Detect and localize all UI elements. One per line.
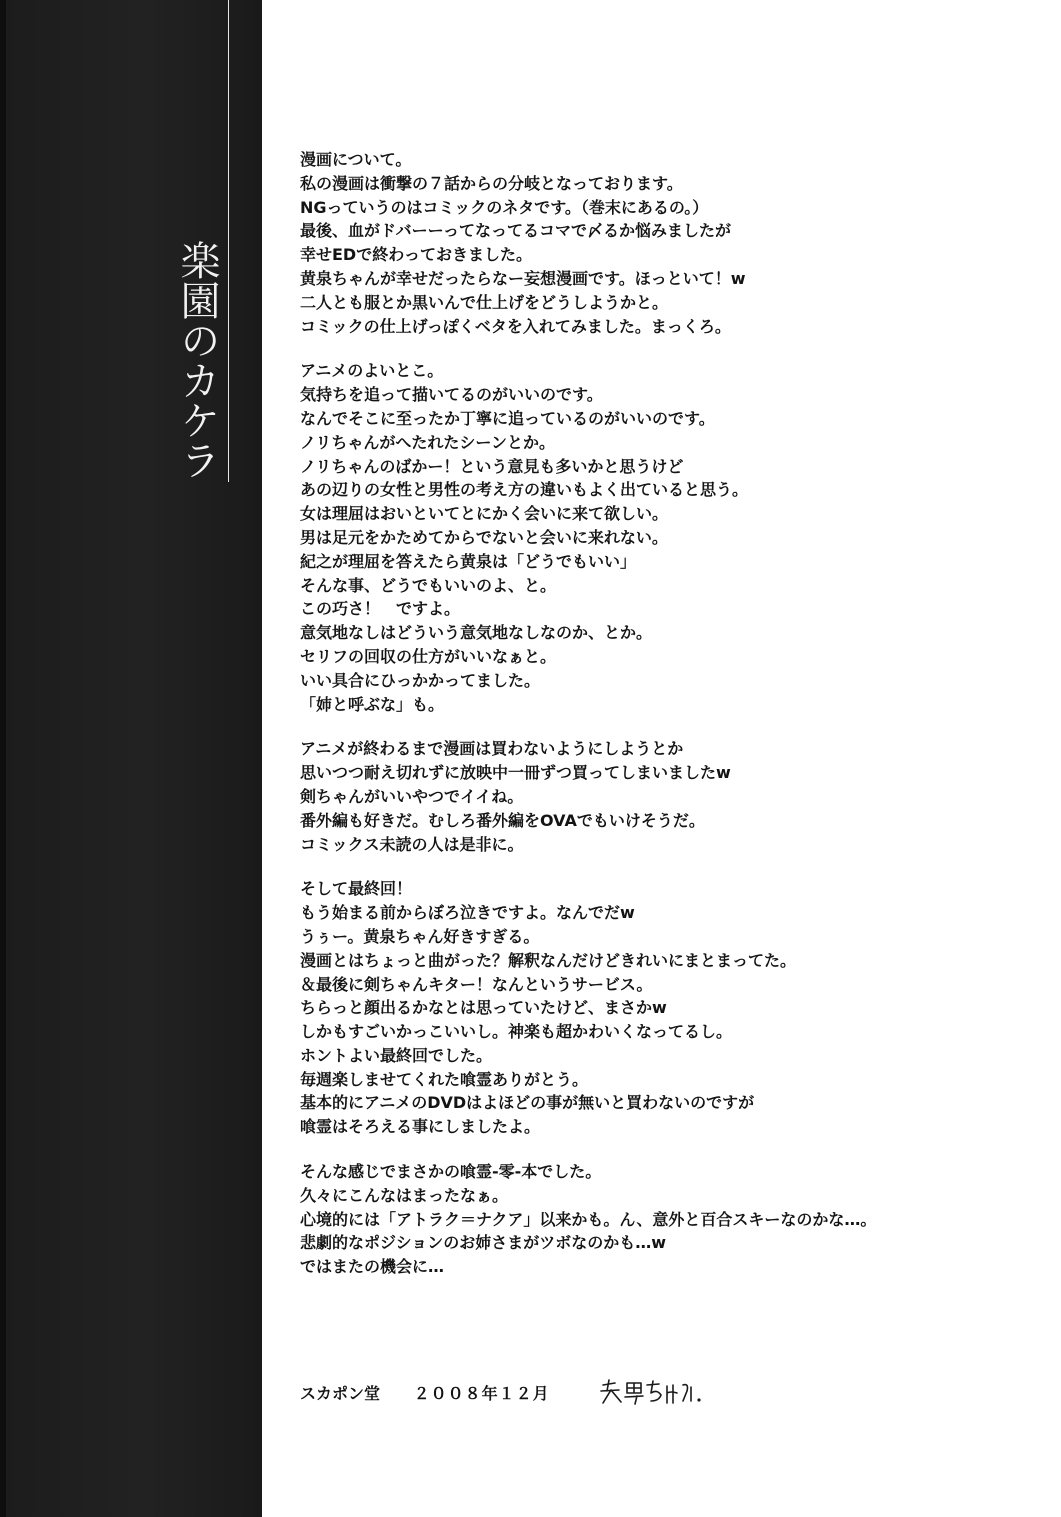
text-line: そんな事、どうでもいいのよ、と。 bbox=[300, 575, 557, 595]
text-line: 喰霊はそろえる事にしましたよ。 bbox=[300, 1117, 541, 1137]
text-line: コミックの仕上げっぽくベタを入れてみました。まっくろ。 bbox=[300, 316, 731, 336]
circle-name: スカポン堂 bbox=[300, 1383, 381, 1403]
text-line: 二人とも服とか黒いんで仕上げをどうしようかと。 bbox=[300, 292, 669, 312]
text-line: なんでそこに至ったか丁寧に追っているのがいいのです。 bbox=[300, 408, 715, 428]
text-line: 毎週楽しませてくれた喰霊ありがとう。 bbox=[300, 1069, 589, 1089]
text-line: 番外編も好きだ。むしろ番外編をOVAでもいけそうだ。 bbox=[300, 810, 705, 830]
binding-edge bbox=[0, 0, 6, 1517]
paragraph bbox=[300, 1160, 1040, 1279]
text-line: 剣ちゃんがいいやつでイイね。 bbox=[300, 786, 524, 806]
text-line: ちらっと顔出るかなとは思っていたけど、まさかw bbox=[300, 998, 667, 1018]
text-line: 男は足元をかためてからでないと会いに来れない。 bbox=[300, 527, 668, 547]
afterword-text bbox=[300, 148, 1040, 1300]
text-line: そんな感じでまさかの喰霊-零-本でした。 bbox=[300, 1162, 602, 1182]
text-line: 思いつつ耐え切れずに放映中一冊ずつ買ってしまいましたw bbox=[300, 763, 731, 783]
text-line: 漫画について。 bbox=[300, 150, 412, 169]
text-line: コミックス未読の人は是非に。 bbox=[300, 834, 524, 854]
text-line: うぅー。黄泉ちゃん好きすぎる。 bbox=[300, 926, 540, 946]
text-line: あの辺りの女性と男性の考え方の違いもよく出ていると思う。 bbox=[300, 480, 749, 500]
text-line: ＆最後に剣ちゃんキター！なんというサービス。 bbox=[300, 974, 653, 994]
text-line: 「姉と呼ぶな」も。 bbox=[300, 694, 445, 714]
text-line: アニメのよいとこ。 bbox=[300, 361, 444, 381]
text-line: ホントよい最終回でした。 bbox=[300, 1045, 493, 1065]
text-line: 女は理屈はおいといてとにかく会いに来て欲しい。 bbox=[300, 504, 669, 524]
text-line: もう始まる前からぼろ泣きですよ。なんでだw bbox=[300, 903, 635, 923]
text-line: アニメが終わるまで漫画は買わないようにしようとか bbox=[300, 739, 684, 759]
text-line: 久々にこんなはまったなぁ。 bbox=[300, 1185, 509, 1205]
text-line: 意気地なしはどういう意気地なしなのか、とか。 bbox=[300, 623, 653, 643]
text-line: ノリちゃんのばかー！という意見も多いかと思うけど bbox=[300, 456, 684, 476]
vertical-title: 楽園のカケラ bbox=[174, 240, 220, 480]
paragraph bbox=[300, 877, 1040, 1139]
text-line: ではまたの機会に… bbox=[300, 1257, 445, 1277]
text-line: セリフの回収の仕方がいいなぁと。 bbox=[300, 646, 557, 666]
afterword-footer bbox=[300, 1377, 1040, 1407]
text-line: 私の漫画は衝撃の７話からの分岐となっております。 bbox=[300, 173, 683, 193]
date: ２００８年１２月 bbox=[413, 1383, 550, 1403]
text-line: いい具合にひっかかってました。 bbox=[300, 670, 541, 690]
text-line: 気持ちを追って描いてるのがいいのです。 bbox=[300, 385, 603, 405]
text-line: 心境的には「アトラク＝ナクア」以来かも。ん、意外と百合スキーなのかな…。 bbox=[300, 1209, 877, 1229]
title-rule bbox=[228, 0, 229, 482]
paragraph bbox=[300, 737, 1040, 856]
text-line: しかもすごいかっこいいし。神楽も超かわいくなってるし。 bbox=[300, 1022, 733, 1042]
text-line: 悲劇的なポジションのお姉さまがツボなのかも…w bbox=[300, 1233, 667, 1253]
paragraph bbox=[300, 359, 1040, 716]
text-line: NGっていうのはコミックのネタです。（巻末にあるの。） bbox=[300, 197, 709, 217]
text-line: 漫画とはちょっと曲がった？解釈なんだけどきれいにまとまってた。 bbox=[300, 950, 797, 970]
paragraph bbox=[300, 148, 1040, 338]
text-line: ノリちゃんがへたれたシーンとか。 bbox=[300, 432, 556, 452]
text-line: 最後、血がドバーーってなってるコマで〆るか悩みましたが bbox=[300, 221, 732, 241]
handwritten-signature bbox=[597, 1377, 717, 1407]
text-line: 紀之が理屈を答えたら黄泉は「どうでもいい」 bbox=[300, 551, 637, 571]
text-line: この巧さ！ ですよ。 bbox=[300, 599, 461, 619]
dark-side-band bbox=[0, 0, 262, 1517]
text-line: 幸せEDで終わっておきました。 bbox=[300, 245, 533, 265]
text-line: そして最終回！ bbox=[300, 879, 413, 899]
text-line: 基本的にアニメのDVDはよほどの事が無いと買わないのですが bbox=[300, 1093, 755, 1113]
text-line: 黄泉ちゃんが幸せだったらなー妄想漫画です。ほっといて！w bbox=[300, 268, 746, 288]
